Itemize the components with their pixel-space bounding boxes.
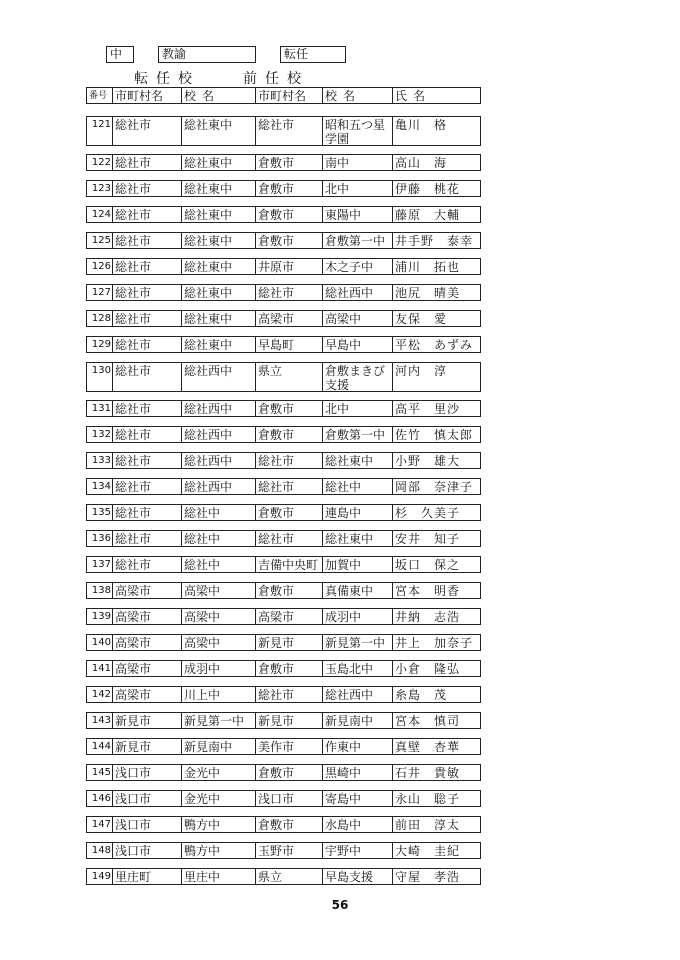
row-school: 総社中: [182, 505, 256, 520]
row-city: 総社市: [113, 259, 182, 274]
table-row: [86, 686, 481, 703]
table-row: [86, 426, 481, 443]
row-name: 糸島 茂: [395, 688, 448, 702]
row-prev-city: 倉敷市: [256, 765, 323, 780]
row-school: 新見南中: [182, 739, 256, 754]
table-row: [86, 206, 481, 223]
row-school: 川上中: [182, 687, 256, 702]
row-prev-city: 吉備中央町: [256, 557, 323, 572]
row-name: 佐竹 慎太郎: [395, 428, 474, 442]
row-name: 河内 淳: [395, 364, 448, 378]
row-prev-city: 倉敷市: [256, 505, 323, 520]
row-num: 134: [87, 479, 113, 494]
row-prev-city: 玉野市: [256, 843, 323, 858]
row-num: 131: [87, 401, 113, 416]
row-prev-city: 井原市: [256, 259, 323, 274]
row-prev-school: 宇野中: [323, 843, 393, 858]
row-prev-city: 倉敷市: [256, 583, 323, 598]
row-prev-city: 県立: [256, 363, 323, 391]
row-school: 金光中: [182, 791, 256, 806]
table-row: [86, 764, 481, 781]
row-num: 128: [87, 311, 113, 326]
row-prev-school: 総社西中: [323, 687, 393, 702]
row-prev-school: 総社中: [323, 479, 393, 494]
row-school: 金光中: [182, 765, 256, 780]
row-prev-city: 倉敷市: [256, 181, 323, 196]
row-name: 井納 志浩: [395, 610, 461, 624]
row-prev-city: 総社市: [256, 479, 323, 494]
row-school: 総社西中: [182, 427, 256, 442]
new-school-label: 転任校: [134, 71, 200, 87]
row-city: 総社市: [113, 363, 182, 391]
row-name: 亀川 格: [395, 118, 448, 132]
row-prev-city: 新見市: [256, 713, 323, 728]
row-prev-city: 総社市: [256, 453, 323, 468]
table-row: [86, 336, 481, 353]
row-school: 鴨方中: [182, 843, 256, 858]
row-num: 138: [87, 583, 113, 598]
row-city: 総社市: [113, 401, 182, 416]
row-city: 総社市: [113, 427, 182, 442]
row-prev-city: 総社市: [256, 117, 323, 145]
row-name: 真壁 杏華: [395, 740, 461, 754]
row-prev-city: 高梁市: [256, 609, 323, 624]
row-prev-school: 倉敷第一中: [323, 427, 393, 442]
row-name: 石井 貴敏: [395, 766, 461, 780]
table-row: [86, 868, 481, 885]
row-school: 鴨方中: [182, 817, 256, 832]
row-prev-school: 倉敷まきび支援: [323, 363, 393, 391]
row-num: 146: [87, 791, 113, 806]
row-school: 総社東中: [182, 233, 256, 248]
row-prev-city: 倉敷市: [256, 207, 323, 222]
row-num: 133: [87, 453, 113, 468]
row-city: 総社市: [113, 207, 182, 222]
row-prev-school: 黒崎中: [323, 765, 393, 780]
row-num: 122: [87, 155, 113, 170]
row-city: 総社市: [113, 557, 182, 572]
table-row: [86, 504, 481, 521]
row-school: 総社東中: [182, 181, 256, 196]
row-prev-school: 玉島北中: [323, 661, 393, 676]
row-prev-city: 総社市: [256, 531, 323, 546]
row-num: 125: [87, 233, 113, 248]
table-row: [86, 478, 481, 495]
row-num: 148: [87, 843, 113, 858]
row-school: 高梁中: [182, 635, 256, 650]
row-city: 高梁市: [113, 687, 182, 702]
row-num: 145: [87, 765, 113, 780]
row-school: 総社西中: [182, 401, 256, 416]
row-prev-school: 加賀中: [323, 557, 393, 572]
row-prev-city: 美作市: [256, 739, 323, 754]
row-school: 高梁中: [182, 609, 256, 624]
table-row: [86, 154, 481, 171]
row-name: 小倉 隆弘: [395, 662, 461, 676]
row-prev-school: 真備東中: [323, 583, 393, 598]
row-city: 総社市: [113, 155, 182, 170]
row-name: 池尻 晴美: [395, 286, 461, 300]
row-num: 136: [87, 531, 113, 546]
table-row: [86, 660, 481, 677]
row-prev-city: 早島町: [256, 337, 323, 352]
row-prev-school: 北中: [323, 401, 393, 416]
row-num: 147: [87, 817, 113, 832]
row-prev-school: 早島中: [323, 337, 393, 352]
row-prev-school: 新見第一中: [323, 635, 393, 650]
row-num: 144: [87, 739, 113, 754]
row-city: 新見市: [113, 713, 182, 728]
col-prev-city: 市町村名: [256, 88, 323, 103]
row-school: 総社中: [182, 531, 256, 546]
row-name: 守屋 孝浩: [395, 870, 461, 884]
row-name: 宮本 明香: [395, 584, 461, 598]
table-row: [86, 180, 481, 197]
page-number: 56: [331, 898, 349, 912]
level-box: 中: [106, 46, 134, 63]
row-name: 安井 知子: [395, 532, 461, 546]
row-prev-school: 昭和五つ星学園: [323, 117, 393, 145]
row-name: 岡部 奈津子: [395, 480, 474, 494]
row-num: 140: [87, 635, 113, 650]
row-city: 新見市: [113, 739, 182, 754]
row-name: 平松 あずみ: [395, 338, 474, 352]
row-school: 総社西中: [182, 363, 256, 391]
row-prev-city: 倉敷市: [256, 233, 323, 248]
row-prev-city: 県立: [256, 869, 323, 884]
col-city: 市町村名: [113, 88, 182, 103]
row-school: 総社西中: [182, 453, 256, 468]
row-prev-city: 浅口市: [256, 791, 323, 806]
row-school: 総社東中: [182, 311, 256, 326]
row-school: 高梁中: [182, 583, 256, 598]
row-prev-school: 総社東中: [323, 531, 393, 546]
col-name: 氏名: [395, 89, 432, 103]
row-name: 伊藤 桃花: [395, 182, 461, 196]
table-row: [86, 310, 481, 327]
row-num: 130: [87, 363, 113, 391]
row-prev-school: 東陽中: [323, 207, 393, 222]
row-school: 新見第一中: [182, 713, 256, 728]
row-school: 総社東中: [182, 207, 256, 222]
table-row: [86, 790, 481, 807]
row-prev-city: 新見市: [256, 635, 323, 650]
table-row: [86, 258, 481, 275]
table-row: [86, 634, 481, 651]
row-prev-school: 北中: [323, 181, 393, 196]
table-row: [86, 816, 481, 833]
row-city: 高梁市: [113, 583, 182, 598]
row-school: 成羽中: [182, 661, 256, 676]
row-name: 高平 里沙: [395, 402, 461, 416]
row-prev-city: 倉敷市: [256, 817, 323, 832]
row-name: 藤原 大輔: [395, 208, 461, 222]
row-prev-school: 総社西中: [323, 285, 393, 300]
row-school: 総社西中: [182, 479, 256, 494]
table-row: [86, 284, 481, 301]
row-school: 総社東中: [182, 155, 256, 170]
row-prev-city: 倉敷市: [256, 401, 323, 416]
row-name: 井手野 泰幸: [395, 234, 474, 248]
col-school: 校名: [182, 88, 256, 103]
row-num: 126: [87, 259, 113, 274]
row-city: 浅口市: [113, 791, 182, 806]
row-name: 永山 聡子: [395, 792, 461, 806]
row-prev-school: 南中: [323, 155, 393, 170]
transfer-type-box: 転任: [280, 46, 346, 63]
row-city: 高梁市: [113, 661, 182, 676]
row-num: 127: [87, 285, 113, 300]
row-num: 132: [87, 427, 113, 442]
row-num: 142: [87, 687, 113, 702]
row-city: 里庄町: [113, 869, 182, 884]
row-prev-school: 水島中: [323, 817, 393, 832]
row-city: 高梁市: [113, 609, 182, 624]
row-city: 総社市: [113, 337, 182, 352]
position-box: 教諭: [158, 46, 256, 63]
row-prev-school: 作東中: [323, 739, 393, 754]
row-prev-school: 連島中: [323, 505, 393, 520]
row-name: 小野 雄大: [395, 454, 461, 468]
prev-school-label: 前任校: [243, 71, 309, 87]
row-prev-city: 総社市: [256, 687, 323, 702]
row-name: 前田 淳太: [395, 818, 461, 832]
row-num: 137: [87, 557, 113, 572]
row-num: 143: [87, 713, 113, 728]
row-city: 浅口市: [113, 765, 182, 780]
table-row: [86, 362, 481, 392]
row-prev-city: 倉敷市: [256, 427, 323, 442]
row-city: 浅口市: [113, 817, 182, 832]
row-num: 149: [87, 869, 113, 884]
row-city: 総社市: [113, 453, 182, 468]
row-prev-school: 寄島中: [323, 791, 393, 806]
row-city: 総社市: [113, 531, 182, 546]
row-num: 123: [87, 181, 113, 196]
row-city: 総社市: [113, 181, 182, 196]
row-prev-school: 倉敷第一中: [323, 233, 393, 248]
row-city: 総社市: [113, 311, 182, 326]
row-school: 総社中: [182, 557, 256, 572]
row-city: 総社市: [113, 505, 182, 520]
row-prev-city: 総社市: [256, 285, 323, 300]
row-city: 総社市: [113, 117, 182, 145]
row-school: 総社東中: [182, 337, 256, 352]
row-num: 139: [87, 609, 113, 624]
row-prev-school: 新見南中: [323, 713, 393, 728]
row-num: 135: [87, 505, 113, 520]
row-name: 浦川 拓也: [395, 260, 461, 274]
table-row: [86, 556, 481, 573]
table-row: [86, 452, 481, 469]
row-prev-school: 高梁中: [323, 311, 393, 326]
table-row: [86, 842, 481, 859]
table-row: [86, 582, 481, 599]
row-num: 121: [87, 117, 113, 145]
col-num: 番号: [87, 88, 113, 103]
row-prev-school: 総社東中: [323, 453, 393, 468]
row-prev-city: 高梁市: [256, 311, 323, 326]
row-name: 高山 海: [395, 156, 448, 170]
row-city: 総社市: [113, 233, 182, 248]
row-prev-city: 倉敷市: [256, 155, 323, 170]
row-prev-school: 木之子中: [323, 259, 393, 274]
row-name: 大崎 圭紀: [395, 844, 461, 858]
row-city: 浅口市: [113, 843, 182, 858]
table-row: [86, 232, 481, 249]
row-city: 高梁市: [113, 635, 182, 650]
row-num: 141: [87, 661, 113, 676]
row-prev-city: 倉敷市: [256, 661, 323, 676]
row-name: 坂口 保之: [395, 558, 461, 572]
row-school: 総社東中: [182, 285, 256, 300]
row-name: 宮本 慎司: [395, 714, 461, 728]
row-school: 総社東中: [182, 117, 256, 145]
table-row: [86, 738, 481, 755]
row-prev-school: 成羽中: [323, 609, 393, 624]
row-city: 総社市: [113, 479, 182, 494]
row-school: 里庄中: [182, 869, 256, 884]
row-city: 総社市: [113, 285, 182, 300]
table-row: [86, 530, 481, 547]
row-num: 124: [87, 207, 113, 222]
table-row: [86, 608, 481, 625]
table-row: [86, 116, 481, 146]
row-name: 杉 久美子: [395, 506, 461, 520]
table-header: [86, 87, 481, 104]
table-row: [86, 400, 481, 417]
row-name: 井上 加奈子: [395, 636, 474, 650]
table-row: [86, 712, 481, 729]
row-prev-school: 早島支援: [323, 869, 393, 884]
col-prev-school: 校名: [323, 88, 393, 103]
row-name: 友保 愛: [395, 312, 448, 326]
row-school: 総社東中: [182, 259, 256, 274]
row-num: 129: [87, 337, 113, 352]
